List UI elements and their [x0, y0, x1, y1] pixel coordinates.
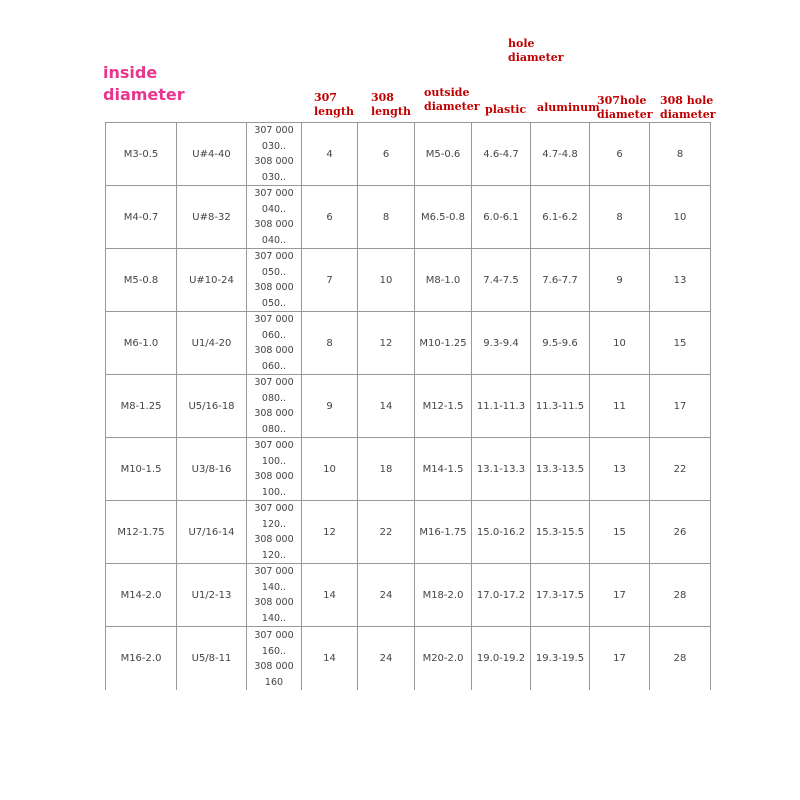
table-row: [106, 438, 711, 501]
cell-h307: 15: [590, 501, 650, 564]
cell-outside: M10-1.25: [415, 312, 472, 375]
header-plastic: plastic: [485, 103, 527, 116]
cell-l307: 9: [302, 375, 358, 438]
cell-plastic: 17.0-17.2: [472, 564, 531, 627]
cell-aluminum: 15.3-15.5: [531, 501, 590, 564]
cell-metric: M5-0.8: [106, 249, 177, 312]
cell-outside: M5-0.6: [415, 123, 472, 186]
header-308-hole-diameter: 308 hole diameter: [660, 94, 716, 121]
spec-table: [105, 122, 711, 690]
cell-l307: 6: [302, 186, 358, 249]
cell-plastic: 15.0-16.2: [472, 501, 531, 564]
cell-l308: 10: [358, 249, 415, 312]
cell-aluminum: 4.7-4.8: [531, 123, 590, 186]
cell-l307: 7: [302, 249, 358, 312]
cell-h308: 10: [650, 186, 711, 249]
cell-aluminum: 9.5-9.6: [531, 312, 590, 375]
cell-plastic: 11.1-11.3: [472, 375, 531, 438]
cell-outside: M12-1.5: [415, 375, 472, 438]
cell-h308: 17: [650, 375, 711, 438]
table-row: [106, 627, 711, 691]
inside-diameter-title: [103, 62, 185, 106]
table-row: [106, 123, 711, 186]
cell-aluminum: 6.1-6.2: [531, 186, 590, 249]
cell-h308: 15: [650, 312, 711, 375]
cell-l308: 18: [358, 438, 415, 501]
cell-metric: M3-0.5: [106, 123, 177, 186]
cell-metric: M8-1.25: [106, 375, 177, 438]
cell-h308: 26: [650, 501, 711, 564]
cell-plastic: 6.0-6.1: [472, 186, 531, 249]
header-308-length: 308 length: [371, 91, 411, 118]
cell-outside: M20-2.0: [415, 627, 472, 691]
cell-l307: 8: [302, 312, 358, 375]
cell-h307: 10: [590, 312, 650, 375]
cell-h307: 6: [590, 123, 650, 186]
cell-plastic: 7.4-7.5: [472, 249, 531, 312]
cell-unified: U5/8-11: [177, 627, 247, 691]
cell-l307: 12: [302, 501, 358, 564]
cell-outside: M6.5-0.8: [415, 186, 472, 249]
cell-plastic: 19.0-19.2: [472, 627, 531, 691]
title-line-2: diameter: [103, 85, 185, 104]
header-hole-diameter: hole diameter: [508, 37, 564, 64]
cell-unified: U7/16-14: [177, 501, 247, 564]
cell-metric: M6-1.0: [106, 312, 177, 375]
cell-part: 307 000 050.. 308 000 050..: [247, 249, 302, 312]
cell-aluminum: 11.3-11.5: [531, 375, 590, 438]
cell-part: 307 000 160.. 308 000 160: [247, 627, 302, 691]
header-307-hole-diameter: 307hole diameter: [597, 94, 653, 121]
cell-metric: M12-1.75: [106, 501, 177, 564]
cell-metric: M16-2.0: [106, 627, 177, 691]
table-row: [106, 564, 711, 627]
cell-h307: 8: [590, 186, 650, 249]
cell-l307: 14: [302, 564, 358, 627]
cell-part: 307 000 060.. 308 000 060..: [247, 312, 302, 375]
cell-aluminum: 7.6-7.7: [531, 249, 590, 312]
table-row: [106, 186, 711, 249]
cell-l308: 24: [358, 564, 415, 627]
cell-h307: 13: [590, 438, 650, 501]
cell-part: 307 000 120.. 308 000 120..: [247, 501, 302, 564]
cell-l308: 14: [358, 375, 415, 438]
header-outside-diameter: outside diameter: [424, 86, 480, 113]
cell-l308: 12: [358, 312, 415, 375]
cell-plastic: 4.6-4.7: [472, 123, 531, 186]
cell-unified: U#10-24: [177, 249, 247, 312]
cell-unified: U1/2-13: [177, 564, 247, 627]
cell-metric: M10-1.5: [106, 438, 177, 501]
cell-plastic: 9.3-9.4: [472, 312, 531, 375]
cell-unified: U#8-32: [177, 186, 247, 249]
cell-part: 307 000 080.. 308 000 080..: [247, 375, 302, 438]
cell-part: 307 000 100.. 308 000 100..: [247, 438, 302, 501]
cell-h308: 8: [650, 123, 711, 186]
table-row: [106, 375, 711, 438]
cell-part: 307 000 030.. 308 000 030..: [247, 123, 302, 186]
cell-plastic: 13.1-13.3: [472, 438, 531, 501]
cell-aluminum: 17.3-17.5: [531, 564, 590, 627]
cell-h307: 11: [590, 375, 650, 438]
cell-metric: M14-2.0: [106, 564, 177, 627]
cell-aluminum: 19.3-19.5: [531, 627, 590, 691]
cell-unified: U3/8-16: [177, 438, 247, 501]
cell-h308: 28: [650, 564, 711, 627]
cell-outside: M16-1.75: [415, 501, 472, 564]
cell-l308: 8: [358, 186, 415, 249]
header-aluminum: aluminum: [537, 101, 600, 114]
cell-h308: 13: [650, 249, 711, 312]
cell-l307: 4: [302, 123, 358, 186]
title-line-1: inside: [103, 63, 158, 82]
header-307-length: 307 length: [314, 91, 354, 118]
cell-h307: 17: [590, 627, 650, 691]
cell-metric: M4-0.7: [106, 186, 177, 249]
table-row: [106, 249, 711, 312]
cell-outside: M18-2.0: [415, 564, 472, 627]
cell-unified: U#4-40: [177, 123, 247, 186]
cell-h308: 28: [650, 627, 711, 691]
cell-l308: 22: [358, 501, 415, 564]
cell-h307: 9: [590, 249, 650, 312]
cell-l307: 10: [302, 438, 358, 501]
table-row: [106, 312, 711, 375]
cell-l307: 14: [302, 627, 358, 691]
cell-l308: 24: [358, 627, 415, 691]
cell-outside: M14-1.5: [415, 438, 472, 501]
cell-part: 307 000 040.. 308 000 040..: [247, 186, 302, 249]
table-row: [106, 501, 711, 564]
cell-h308: 22: [650, 438, 711, 501]
cell-part: 307 000 140.. 308 000 140..: [247, 564, 302, 627]
cell-unified: U5/16-18: [177, 375, 247, 438]
cell-outside: M8-1.0: [415, 249, 472, 312]
cell-h307: 17: [590, 564, 650, 627]
cell-unified: U1/4-20: [177, 312, 247, 375]
cell-l308: 6: [358, 123, 415, 186]
cell-aluminum: 13.3-13.5: [531, 438, 590, 501]
